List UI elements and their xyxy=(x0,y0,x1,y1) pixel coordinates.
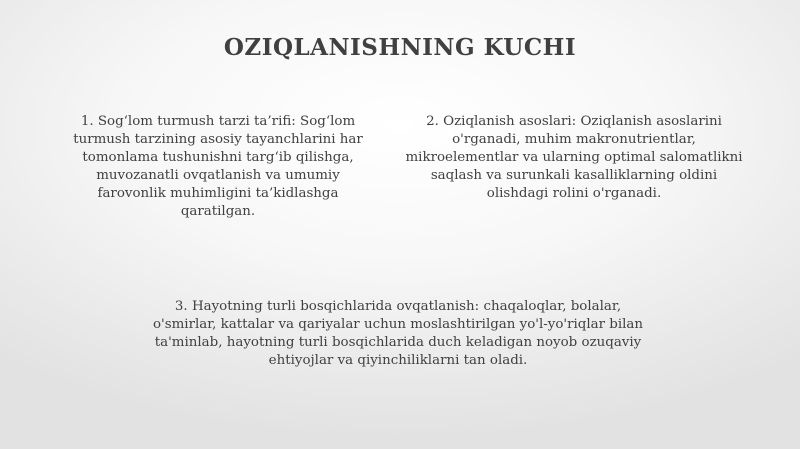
text-block-life-stages: 3. Hayotning turli bosqichlarida ovqatlanish: chaqaloqlar, bolalar, o'smirlar, kattalar va qariyalar uchun moslashtirilgan yo'l-yo'riqlar bilan ta'minlab, hayotning turli bosqichlarida duch keladigan noyob ozuqaviy ehtiyojlar va qiyinchiliklarni tan oladi. xyxy=(152,299,644,368)
text-block-nutrition-basics: 2. Oziqlanish asoslari: Oziqlanish asoslarini o'rganadi, muhim makronutrientlar, mikroelementlar va ularning optimal salomatlikni saqlash va surunkali kasalliklarning oldini olishdagi rolini o'rganadi. xyxy=(405,114,743,201)
text-block-healthy-lifestyle: 1. Sog‘lom turmush tarzi ta’rifi: Sog‘lom turmush tarzining asosiy tayanchlarini har tomonlama tushunishni targ‘ib qilishga, muvozanatli ovqatlanish va umumiy farovonlik muhimligini ta’kidlashga qaratilgan. xyxy=(73,114,363,219)
slide-title: OZIQLANISHNING KUCHI xyxy=(223,34,577,61)
